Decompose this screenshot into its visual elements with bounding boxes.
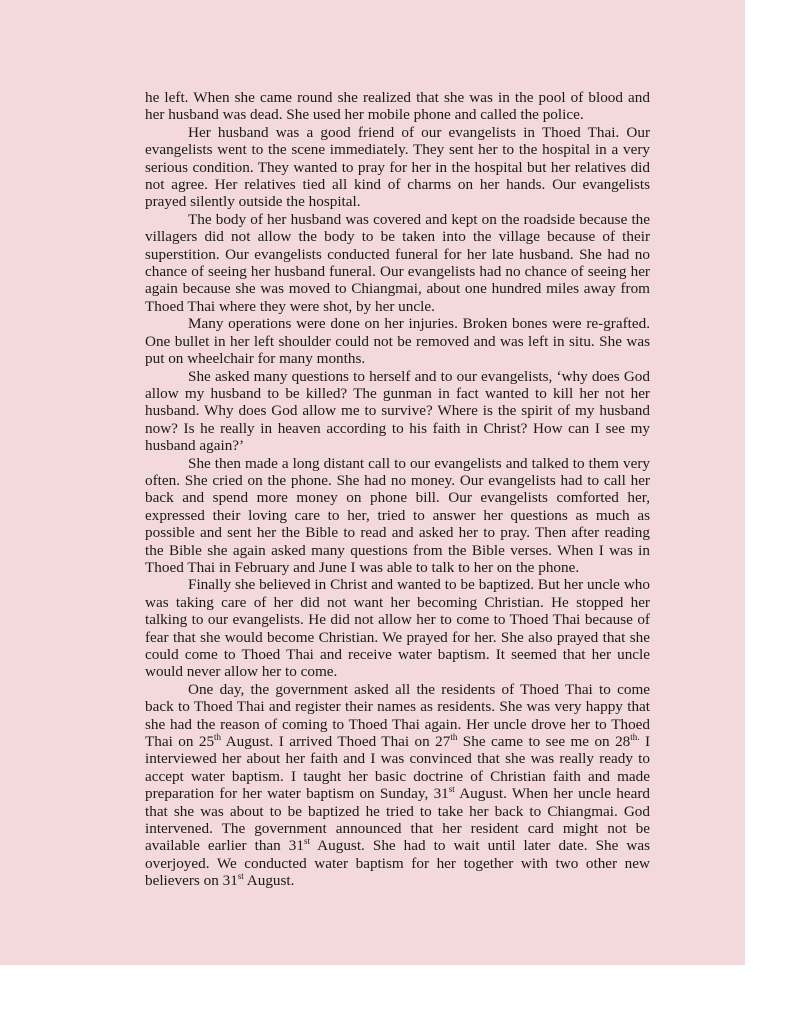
- paragraph-text: Many operations were done on her injuries. Broken bones were re-grafted. One bullet in her left shoulder could not be removed and was left in situ. She was put on wheelchair for many months.: [145, 315, 650, 368]
- paragraph-text: She came to see me on 28: [457, 733, 631, 751]
- paragraph-text: The body of her husband was covered and kept on the roadside because the villagers did not allow the body to be taken into the village because of their superstition. Our evangelists conducted funeral for her late husband. She had no chance of seeing her husband funeral. Our evangelists had no chance of seeing her again because she was moved to Chiangmai, about one hundred miles away from Thoed Thai where they were shot, by her uncle.: [145, 210, 650, 315]
- paragraph-text: One day, the government asked all the residents of Thoed Thai to come back to Thoed Thai and register their names as residents. She was very happy that she had the reason of coming to Thoed Thai again. Her uncle drove her to Thoed Thai on 25: [145, 680, 650, 751]
- paragraph: [145, 681, 650, 890]
- document-body: [145, 89, 650, 890]
- paragraph-text: August.: [243, 872, 295, 890]
- paragraph-text: She asked many questions to herself and to our evangelists, ‘why does God allow my husband to be killed? The gunman in fact wanted to kill her not her husband. Why does God allow me to survive? Where is the spirit of my husband now? Is he really in heaven according to his faith in Christ? How can I see my husband again?’: [145, 367, 650, 455]
- paragraph: [145, 368, 650, 455]
- paragraph: [145, 89, 650, 124]
- paragraph: [145, 455, 650, 577]
- paragraph-text: Her husband was a good friend of our evangelists in Thoed Thai. Our evangelists went to the scene immediately. They sent her to the hospital in a very serious condition. They wanted to pray for her in the hospital but her relatives did not agree. Her relatives tied all kind of charms on her hands. Our evangelists prayed silently outside the hospital.: [145, 123, 650, 211]
- paragraph: [145, 211, 650, 315]
- superscript-ordinal: th.: [630, 732, 640, 743]
- paragraph-text: August. I arrived Thoed Thai on 27: [221, 733, 451, 751]
- paragraph-text: August. When her uncle heard that she was about to be baptized he tried to take her back to Chiangmai. God intervened. The government announced that her resident card might not be available earlier than 31: [145, 785, 650, 855]
- paragraph: [145, 315, 650, 367]
- paragraph-text: I interviewed her about her faith and I was convinced that she was really ready to accept water baptism. I taught her basic doctrine of Christian faith and made preparation for her water baptism on Sunday, 31: [145, 733, 651, 803]
- paragraph-text: She then made a long distant call to our evangelists and talked to them very often. She cried on the phone. She had no money. Our evangelists had to call her back and spend more money on phone bill. Our evangelists comforted her, expressed their loving care to her, tried to answer her questions as much as possible and sent her the Bible to read and asked her to pray. Then after reading the Bible she again asked many questions from the Bible verses. When I was in Thoed Thai in February and June I was able to talk to her on the phone.: [145, 454, 650, 576]
- superscript-ordinal: st: [303, 836, 310, 847]
- superscript-ordinal: st: [448, 784, 455, 795]
- superscript-ordinal: th: [214, 732, 222, 743]
- paragraph-text: he left. When she came round she realized that she was in the pool of blood and her husband was dead. She used her mobile phone and called the police.: [145, 89, 650, 124]
- paragraph: [145, 576, 650, 680]
- superscript-ordinal: st: [237, 871, 244, 882]
- paragraph-text: August. She had to wait until later date. She was overjoyed. We conducted water baptism for her together with two other new believers on 31: [145, 837, 650, 890]
- paragraph: [145, 124, 650, 211]
- superscript-ordinal: th: [450, 732, 458, 743]
- paragraph-text: Finally she believed in Christ and wanted to be baptized. But her uncle who was taking care of her did not want her becoming Christian. He stopped her talking to our evangelists. He did not allow her to come to Thoed Thai because of fear that she would become Christian. We prayed for her. She also prayed that she could come to Thoed Thai and receive water baptism. It seemed that her uncle would never allow her to come.: [145, 576, 650, 681]
